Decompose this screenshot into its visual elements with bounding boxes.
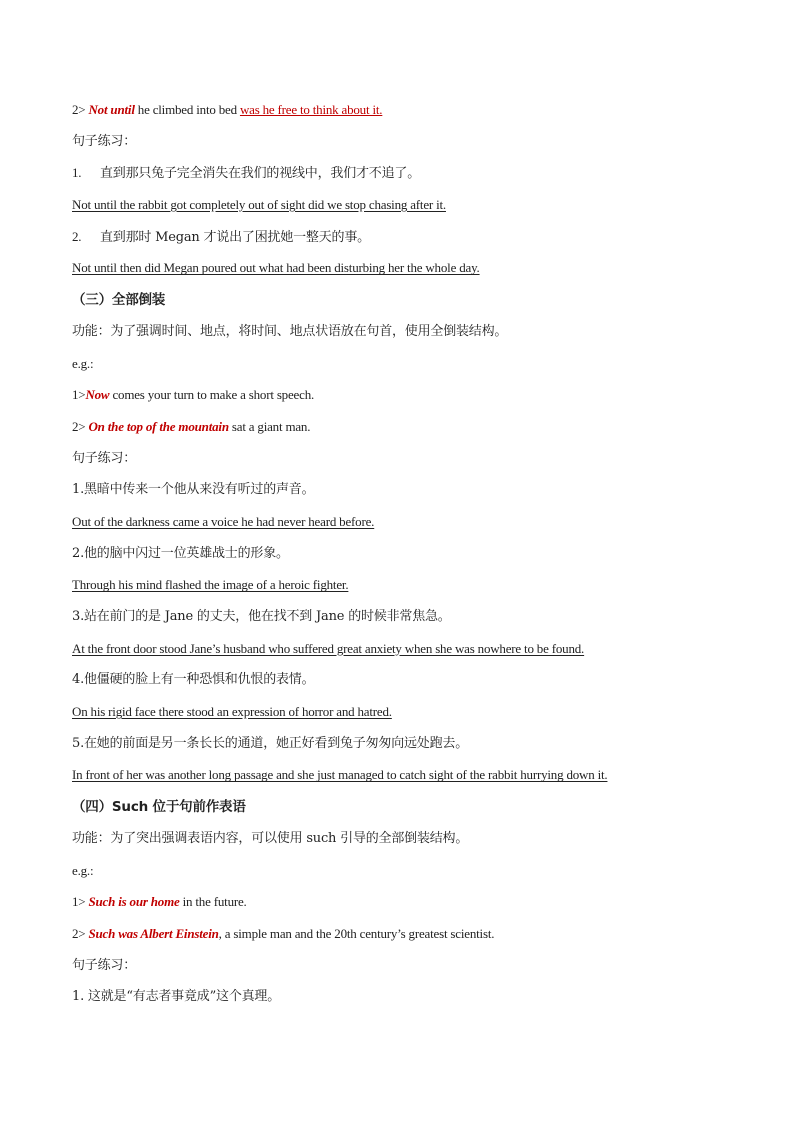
example-line-1 (72, 381, 722, 413)
practice-question-2: 2.他的脑中闪过一位英雄战士的形象。 (72, 545, 289, 561)
item-text: 直到那只兔子完全消失在我们的视线中，我们才不追了。 (100, 166, 421, 182)
example-prefix: 2> (72, 102, 89, 117)
practice-answer-q2: Through his mind flashed the image of a heroic fighter. (72, 577, 349, 593)
example-text: he climbed into bed (134, 102, 240, 117)
example-line-such-1 (72, 888, 722, 920)
example-prefix: 1> (72, 894, 89, 910)
eg-label: e.g.: (72, 355, 94, 371)
eg-label: e.g.: (72, 862, 94, 878)
practice-answer-q1: Out of the darkness came a voice he had never heard before. (72, 513, 375, 529)
practice-label: 句子练习： (72, 450, 137, 466)
practice-answer-q5: In front of her was another long passage and she just managed to catch sight of the rabbit hurrying down it. (72, 767, 608, 783)
practice-question-4: 4.他僵硬的脸上有一种恐惧和仇恨的表情。 (72, 672, 315, 688)
highlight-phrase: Not until (88, 102, 135, 117)
example-prefix: 1> (72, 387, 86, 403)
example-prefix: 2> (72, 418, 89, 434)
highlight-phrase: Now (85, 387, 110, 403)
example-text: , a simple man and the 20th century’s greatest scientist. (218, 925, 495, 941)
practice-item-1 (72, 159, 722, 191)
highlight-underlined: was he free to think about it. (239, 102, 383, 117)
practice-label: 句子练习： (72, 957, 137, 973)
example-text: comes your turn to make a short speech. (109, 387, 315, 403)
item-number: 2. (72, 228, 82, 244)
example-prefix: 2> (72, 925, 89, 941)
practice-answer-q3: At the front door stood Jane’s husband who suffered great anxiety when she was nowhere to be found. (72, 640, 585, 656)
practice-question-1: 1.黑暗中传来一个他从来没有听过的声音。 (72, 482, 315, 498)
practice-label: 句子练习： (72, 133, 137, 149)
practice-answer-1: Not until the rabbit got completely out of sight did we stop chasing after it. (72, 197, 446, 213)
highlight-phrase: Such was Albert Einstein (88, 925, 219, 941)
function-description: 功能：为了突出强调表语内容，可以使用 such 引导的全部倒装结构。 (72, 830, 469, 846)
example-line-such-2 (72, 920, 722, 952)
practice-item-2 (72, 223, 722, 255)
practice-question-such-1: 1. 这就是“有志者事竟成”这个真理。 (72, 989, 281, 1005)
section-heading-such: （四）Such 位于句前作表语 (72, 799, 246, 816)
highlight-phrase: On the top of the mountain (88, 418, 229, 434)
highlight-phrase: Such is our home (88, 894, 180, 910)
example-line-not-until-2 (72, 96, 722, 128)
practice-question-3: 3.站在前门的是 Jane 的丈夫，他在找不到 Jane 的时候非常焦急。 (72, 609, 451, 624)
item-text: 直到那时 Megan 才说出了困扰她一整天的事。 (100, 229, 370, 245)
example-line-2 (72, 413, 722, 445)
example-text: sat a giant man. (228, 418, 311, 434)
item-number: 1. (72, 165, 82, 181)
practice-answer-2: Not until then did Megan poured out what had been disturbing her the whole day. (72, 260, 480, 276)
practice-answer-q4: On his rigid face there stood an expression of horror and hatred. (72, 704, 392, 720)
section-heading-full-inversion: （三）全部倒装 (72, 292, 166, 309)
practice-question-5: 5.在她的前面是另一条长长的通道，她正好看到兔子匆匆向远处跑去。 (72, 735, 469, 751)
document-page (72, 96, 722, 1015)
example-text: in the future. (179, 894, 247, 910)
function-description: 功能：为了强调时间、地点，将时间、地点状语放在句首，使用全倒装结构。 (72, 323, 508, 339)
